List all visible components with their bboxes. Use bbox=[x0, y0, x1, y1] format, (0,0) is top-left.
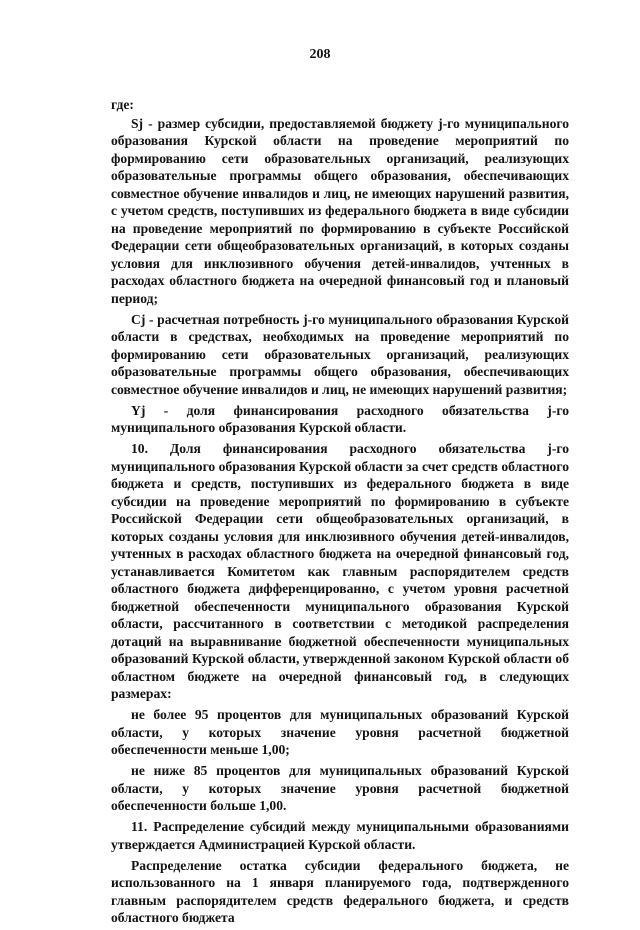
paragraph-rate-95: не более 95 процентов для муниципальных образований Курской области, у которых значение уровня расчетной бюджетной обеспеченности меньше 1,00; bbox=[111, 707, 569, 757]
paragraph-item-11: 11. Распределение субсидий между муниципальными образованиями утверждается Администрацией Курской области. bbox=[111, 819, 569, 852]
page-number: 208 bbox=[309, 47, 331, 62]
paragraph-remainder: Распределение остатка субсидии федерального бюджета, не использованного на 1 января планируемого года, подтвержденного главным распорядителем средств федерального бюджета, и средств областного бюджета bbox=[111, 857, 569, 925]
paragraph-item-10: 10. Доля финансирования расходного обязательства j-го муниципального образования Курской области за счет средств областного бюджета и средств, поступивших из федерального бюджета в виде субсидии на проведение мероприятий по формированию в субъекте Российской Федерации сети общеобразовательных организаций, в которых созданы условия для инклюзивного обучения детей-инвалидов, учтенных в расходах областного бюджета на очередной финансовый год, устанавливается Комитетом как главным распорядителем средств областного бюджета дифференцированно, с учетом уровня расчетной бюджетной обеспеченности муниципального образования Курской области, рассчитанного в соответствии с методикой распределения дотаций на выравнивание бюджетной обеспеченности муниципальных образований Курской области, утвержденной законом Курской области об областном бюджете на очередной финансовый год, в следующих размерах: bbox=[111, 441, 569, 701]
paragraph-sj-definition: Sj - размер субсидии, предоставляемой бюджету j-го муниципального образования Курской области на проведение мероприятий по формированию сети образовательных организаций, реализующих образовательные программы общего образования, обеспечивающих совместное обучение инвалидов и лиц, не имеющих нарушений развития, с учетом средств, поступивших из федерального бюджета в виде субсидии на проведение мероприятий по формированию в субъекте Российской Федерации сети общеобразовательных организаций, в которых созданы условия для инклюзивного обучения детей-инвалидов, учтенных в расходах областного бюджета на очередной финансовый год и плановый период; bbox=[111, 115, 569, 306]
paragraph-cj-definition: Cj - расчетная потребность j-го муниципального образования Курской области в средствах, необходимых на проведение мероприятий по формированию сети образовательных организаций, реализующих образовательные программы общего образования, обеспечивающих совместное обучение инвалидов и лиц, не имеющих нарушений развития; bbox=[111, 311, 569, 397]
paragraph-where: где: bbox=[111, 97, 134, 112]
paragraph-rate-85: не ниже 85 процентов для муниципальных образований Курской области, у которых значение уровня расчетной бюджетной обеспеченности больше 1,00. bbox=[111, 763, 569, 813]
paragraph-yj-definition: Yj - доля финансирования расходного обязательства j-го муниципального образования Курской области. bbox=[111, 402, 569, 435]
document-body bbox=[111, 96, 569, 930]
